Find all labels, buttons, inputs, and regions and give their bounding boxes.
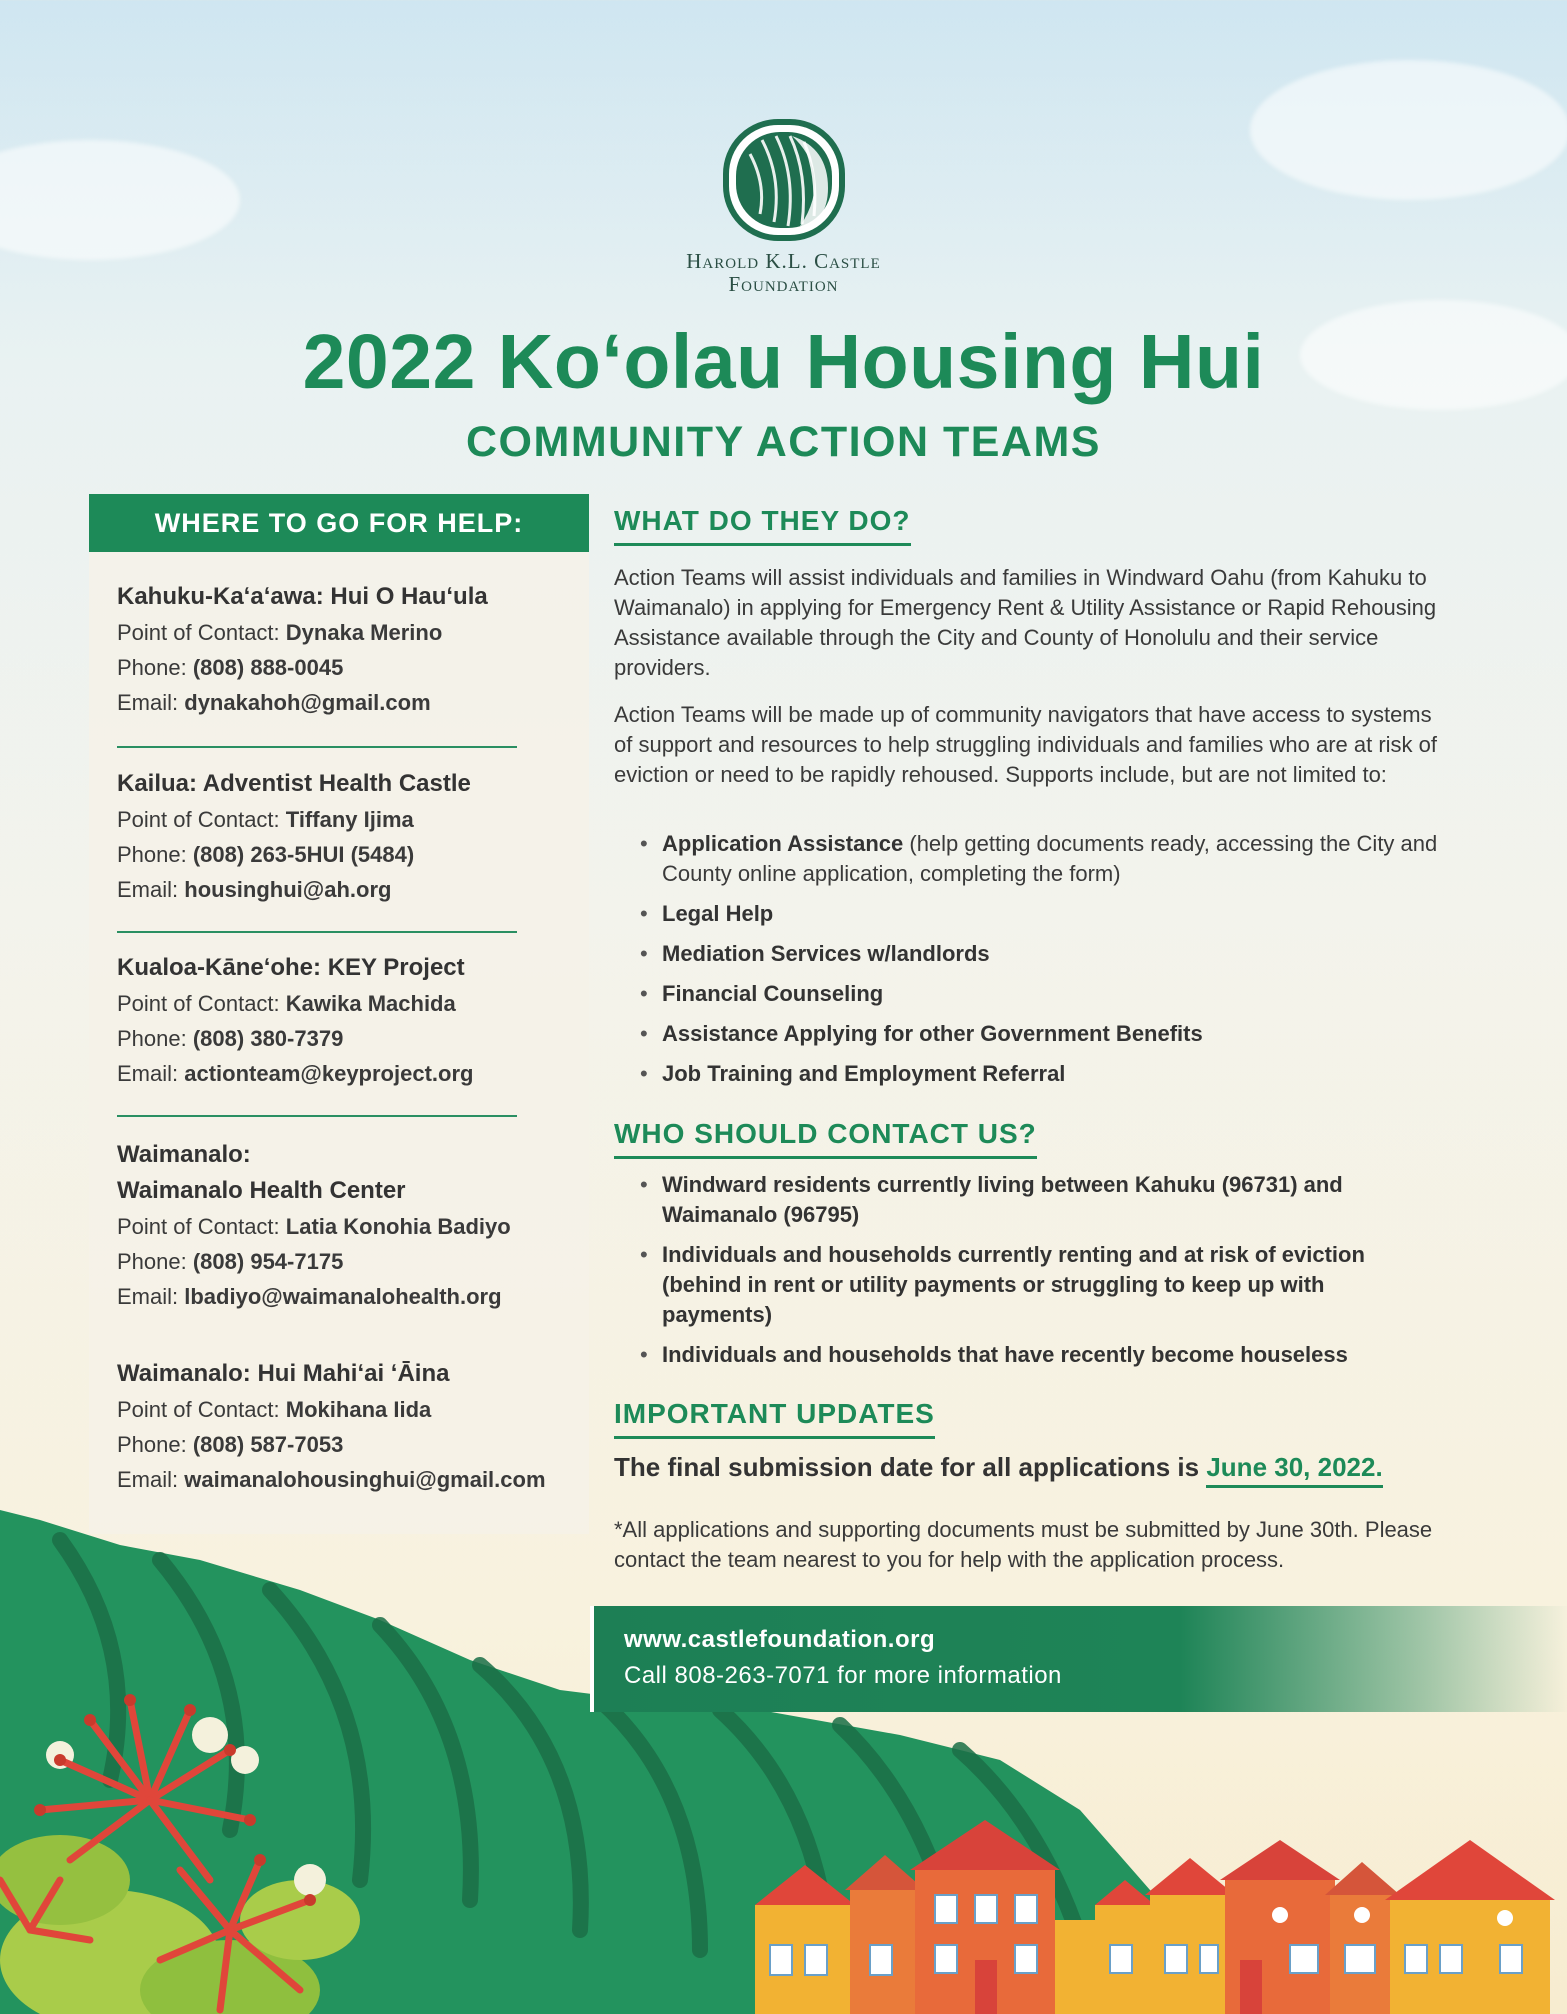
list-item xyxy=(640,1019,1440,1049)
phone-label: Phone: xyxy=(117,1249,187,1274)
contact-email-row xyxy=(117,685,587,720)
poc-label: Point of Contact: xyxy=(117,807,280,832)
list-item-bold: Application Assistance xyxy=(662,831,904,856)
list-item xyxy=(640,1340,1440,1370)
contact-card xyxy=(117,950,587,1091)
castle-foundation-logo-icon xyxy=(722,118,846,242)
list-item xyxy=(640,899,1440,929)
contact-name: Kualoa-Kāneʻohe: KEY Project xyxy=(117,954,465,981)
supports-list xyxy=(640,829,1440,1099)
phone-number[interactable]: (808) 888-0045 xyxy=(192,655,344,680)
help-heading: WHERE TO GO FOR HELP: xyxy=(89,494,589,552)
phone-number[interactable]: (808) 380-7379 xyxy=(192,1026,344,1051)
list-item-text: Windward residents currently living between Kahuku (96731) and Waimanalo (96795) xyxy=(662,1172,1343,1227)
email-address[interactable]: housinghui@ah.org xyxy=(184,877,392,902)
list-item xyxy=(640,1059,1440,1089)
email-address[interactable]: actionteam@keyproject.org xyxy=(184,1061,474,1086)
list-item xyxy=(640,939,1440,969)
footer-bar xyxy=(590,1606,1567,1712)
contact-name: Waimanalo: xyxy=(117,1141,251,1168)
contact-email-row xyxy=(117,1462,587,1497)
contact-card xyxy=(117,1356,587,1497)
list-item-text: Legal Help xyxy=(662,901,774,926)
updates-note: *All applications and supporting documents must be submitted by June 30th. Please contact the team nearest to you for help with the application process. xyxy=(614,1517,1433,1572)
phone-number[interactable]: (808) 954-7175 xyxy=(192,1249,344,1274)
contact-poc-row xyxy=(117,802,587,837)
poc-name: Dynaka Merino xyxy=(285,620,443,645)
contact-poc-row xyxy=(117,615,587,650)
contact-email-row xyxy=(117,1056,587,1091)
final-date-value: June 30, 2022. xyxy=(1206,1452,1382,1488)
website-link[interactable]: www.castlefoundation.org xyxy=(624,1626,936,1653)
what-paragraph-1: Action Teams will assist individuals and families in Windward Oahu (from Kahuku to Waimanalo) in applying for Emergency Rent & Utility Assistance or Rapid Rehousing Assistance available through the City and County of Honolulu and their service providers. xyxy=(614,565,1437,680)
page-subtitle: COMMUNITY ACTION TEAMS xyxy=(466,418,1101,466)
email-label: Email: xyxy=(117,877,179,902)
divider xyxy=(117,931,517,933)
phone-label: Phone: xyxy=(117,1432,187,1457)
poc-name: Kawika Machida xyxy=(285,991,456,1016)
list-item-text: Individuals and households that have recently become houseless xyxy=(662,1342,1348,1367)
divider xyxy=(117,746,517,748)
contact-phone-row xyxy=(117,1021,587,1056)
logo-line-1: Harold K.L. Castle xyxy=(686,249,881,273)
contact-name-line-2: Waimanalo Health Center xyxy=(117,1177,406,1204)
email-label: Email: xyxy=(117,690,179,715)
list-item xyxy=(640,829,1440,889)
help-panel xyxy=(89,494,589,1534)
poc-name: Latia Konohia Badiyo xyxy=(285,1214,511,1239)
phone-label: Phone: xyxy=(117,1026,187,1051)
updates-heading: IMPORTANT UPDATES xyxy=(614,1398,935,1439)
phone-number[interactable]: (808) 587-7053 xyxy=(192,1432,344,1457)
email-address[interactable]: waimanalohousinghui@gmail.com xyxy=(184,1467,546,1492)
poc-name: Mokihana Iida xyxy=(285,1397,432,1422)
what-heading: WHAT DO THEY DO? xyxy=(614,505,911,546)
contact-poc-row xyxy=(117,1209,587,1244)
list-item-text: Financial Counseling xyxy=(662,981,884,1006)
who-heading: WHO SHOULD CONTACT US? xyxy=(614,1118,1037,1159)
contact-card xyxy=(117,766,587,907)
contact-phone-row xyxy=(117,1427,587,1462)
call-info: Call 808-263-7071 for more information xyxy=(624,1662,1062,1689)
contact-email-row xyxy=(117,872,587,907)
contact-name: Kahuku-Kaʻaʻawa: Hui O Hauʻula xyxy=(117,583,488,610)
poc-label: Point of Contact: xyxy=(117,1397,280,1422)
list-item-text: Individuals and households currently renting and at risk of eviction (behind in rent or utility payments or struggling to keep up with payments) xyxy=(662,1242,1365,1327)
final-date-line xyxy=(614,1452,1383,1483)
contact-email-row xyxy=(117,1279,587,1314)
contact-card xyxy=(117,1137,587,1314)
poc-label: Point of Contact: xyxy=(117,1214,280,1239)
list-item-rest: (help getting documents ready, accessing the City and County online application, completing the form) xyxy=(662,831,1438,886)
contact-phone-row xyxy=(117,650,587,685)
email-label: Email: xyxy=(117,1467,179,1492)
phone-label: Phone: xyxy=(117,655,187,680)
list-item xyxy=(640,1170,1440,1230)
contact-name: Waimanalo: Hui Mahiʻai ʻĀina xyxy=(117,1360,450,1387)
email-address[interactable]: dynakahoh@gmail.com xyxy=(184,690,431,715)
divider xyxy=(117,1115,517,1117)
phone-number[interactable]: (808) 263-5HUI (5484) xyxy=(192,842,415,867)
list-item xyxy=(640,1240,1440,1330)
list-item-text: Mediation Services w/landlords xyxy=(662,941,990,966)
who-list xyxy=(640,1170,1440,1380)
list-item-text: Assistance Applying for other Government Benefits xyxy=(662,1021,1203,1046)
email-address[interactable]: lbadiyo@waimanalohealth.org xyxy=(184,1284,502,1309)
logo-line-2: Foundation xyxy=(728,272,839,296)
contact-name: Kailua: Adventist Health Castle xyxy=(117,770,471,797)
page-title: 2022 Koʻolau Housing Hui xyxy=(302,319,1265,405)
contact-phone-row xyxy=(117,1244,587,1279)
contact-poc-row xyxy=(117,986,587,1021)
list-item-text: Job Training and Employment Referral xyxy=(662,1061,1066,1086)
phone-label: Phone: xyxy=(117,842,187,867)
contact-phone-row xyxy=(117,837,587,872)
contact-poc-row xyxy=(117,1392,587,1427)
poc-label: Point of Contact: xyxy=(117,620,280,645)
email-label: Email: xyxy=(117,1061,179,1086)
foundation-logo xyxy=(0,118,1567,296)
poc-label: Point of Contact: xyxy=(117,991,280,1016)
final-date-text: The final submission date for all applications is xyxy=(614,1452,1207,1482)
list-item xyxy=(640,979,1440,1009)
poc-name: Tiffany Ijima xyxy=(285,807,414,832)
what-paragraph-2: Action Teams will be made up of community navigators that have access to systems of support and resources to help struggling individuals and families who are at risk of eviction or need to be rapidly rehoused. Supports include, but are not limited to: xyxy=(614,702,1438,787)
contact-card xyxy=(117,579,587,720)
email-label: Email: xyxy=(117,1284,179,1309)
